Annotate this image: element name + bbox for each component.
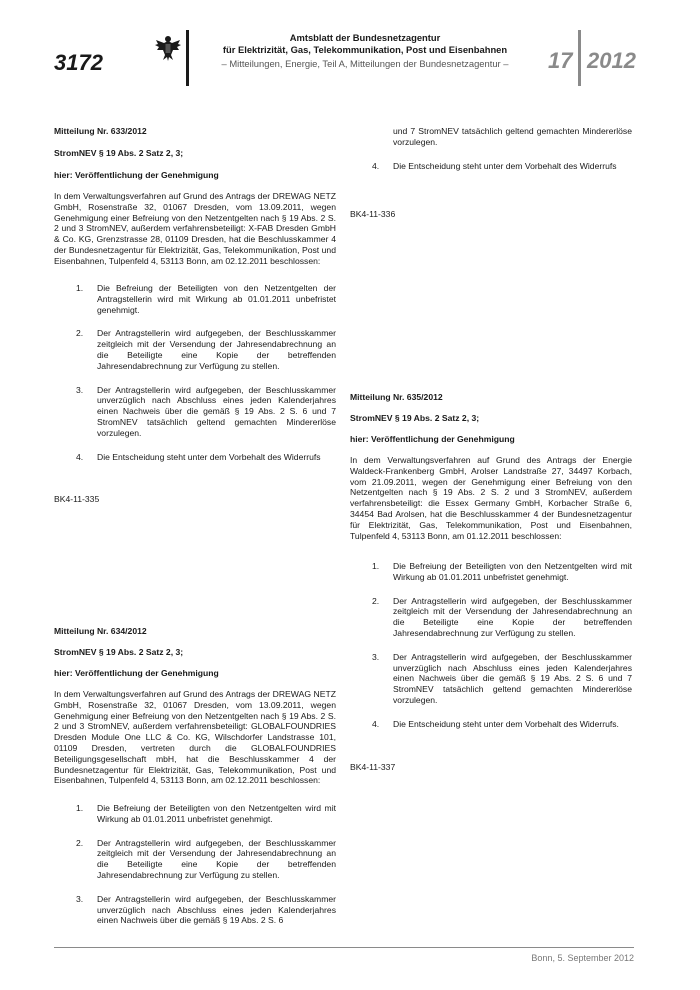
item-number: 1. bbox=[76, 803, 84, 813]
issue-number: 17 bbox=[548, 48, 573, 73]
list-item bbox=[350, 719, 632, 730]
item-text: Die Entscheidung steht unter dem Vorbehalt des Widerrufs bbox=[97, 451, 321, 462]
item-number: 3. bbox=[76, 893, 84, 904]
notice-heading: Mitteilung Nr. 633/2012 bbox=[54, 126, 147, 136]
item-number: 2. bbox=[76, 328, 84, 339]
item-text: und 7 StromNEV tatsächlich geltend gemachten Mindererlöse vorzulegen. bbox=[393, 126, 632, 147]
decision-list-continued bbox=[350, 126, 632, 184]
item-text: Der Antragstellerin wird aufgegeben, der Beschlusskammer unverzüglich nach Abschluss eines jeden Kalenderjahres einen Nachweis über die gemäß § 19 Abs. 2 S. 6 bbox=[97, 893, 336, 926]
emblem-divider bbox=[186, 30, 189, 86]
notice-legal-basis: StromNEV § 19 Abs. 2 Satz 2, 3; bbox=[54, 647, 184, 657]
list-item bbox=[350, 596, 632, 639]
notice-intro: In dem Verwaltungsverfahren auf Grund des Antrags der DREWAG NETZ GmbH, Rosenstraße 32, 01067 Dresden, vom 13.09.2011, wegen Genehmigung einer Befreiung von den Netzentgelten nach § 19 Abs. 2 S. 2 und 3 StromNEV, außerdem verfahrensbeteiligt: X-FAB Dresden GmbH & Co. KG, Grenzstrasse 28, 01109 Dresden, hat die Beschlusskammer 4 der Bundesnetzagentur für Elektrizität, Gas, Telekommunikation, Post und Eisenbahnen, Tulpenfeld 4, 53113 Bonn, am 02.12.2011 beschlossen: bbox=[54, 191, 336, 266]
notice-intro: In dem Verwaltungsverfahren auf Grund des Antrags der DREWAG NETZ GmbH, Rosenstraße 32, 01067 Dresden, vom 13.09.2011, wegen Genehmigung einer Befreiung von den Netzentgelten nach § 19 Abs. 2 S. 2 und 3 StromNEV, außerdem verfahrensbeteiligt: GLOBALFOUNDRIES Dresden Module One LLC & Co. KG, Wilschdorfer Landstrasse 101, 01109 Dresden, vertreten durch die GLOBALFOUNDRIES Beteiligungsgesellschaft mbH, hat die Beschlusskammer 4 der Bundesnetzagentur für Elektrizität, Gas, Telekommunikation, Post und Eisenbahnen, Tulpenfeld 4, 53113 Bonn, am 02.12.2011 beschlossen: bbox=[54, 689, 336, 786]
item-text: Der Antragstellerin wird aufgegeben, der Beschlusskammer unverzüglich nach Abschluss eines jeden Kalenderjahres einen Nachweis über die gemäß § 19 Abs. 2 S. 6 und 7 StromNEV tatsächlich geltend gemachten Mindererlöse vorzulegen. bbox=[393, 651, 632, 705]
item-number: 1. bbox=[372, 561, 380, 571]
item-text: Die Entscheidung steht unter dem Vorbehalt des Widerrufs. bbox=[393, 718, 619, 729]
list-item bbox=[350, 126, 632, 148]
footer-divider bbox=[54, 947, 634, 948]
notice-legal-basis: StromNEV § 19 Abs. 2 Satz 2, 3; bbox=[350, 413, 480, 423]
item-text: Der Antragstellerin wird aufgegeben, der Beschlusskammer unverzüglich nach Abschluss eines jeden Kalenderjahres einen Nachweis über die gemäß § 19 Abs. 2 S. 6 und 7 StromNEV tatsächlich geltend gemachten Mindererlöse vorzulegen. bbox=[97, 384, 336, 438]
gazette-title-line2: für Elektrizität, Gas, Telekommunikation, Post und Eisenbahnen bbox=[222, 43, 508, 55]
list-item bbox=[54, 385, 336, 439]
list-item bbox=[54, 283, 336, 315]
issue-divider bbox=[578, 30, 581, 86]
item-text: Die Befreiung der Beteiligten von den Netzentgelten wird mit Wirkung ab 01.01.2011 unbefristet genehmigt. bbox=[97, 803, 336, 824]
notice-subject: hier: Veröffentlichung der Genehmigung bbox=[54, 668, 219, 678]
notice-subject: hier: Veröffentlichung der Genehmigung bbox=[54, 170, 219, 180]
list-item bbox=[350, 161, 632, 172]
item-text: Der Antragstellerin wird aufgegeben, der Beschlusskammer zeitgleich mit der Versendung der Jahresendabrechnung an die Beteiligte eine Kopie der betreffenden Jahresendabrechnung zur Verfügung zu stellen. bbox=[97, 837, 336, 880]
item-number: 3. bbox=[76, 384, 84, 395]
decision-list bbox=[54, 803, 336, 939]
footer-place-date: Bonn, 5. September 2012 bbox=[531, 953, 634, 963]
list-item bbox=[54, 838, 336, 881]
list-item bbox=[350, 561, 632, 583]
list-item bbox=[54, 894, 336, 926]
page-number: 3172 bbox=[54, 50, 103, 75]
list-item bbox=[54, 328, 336, 371]
gazette-title-line1: Amtsblatt der Bundesnetzagentur bbox=[289, 32, 441, 43]
item-number: 4. bbox=[76, 451, 84, 462]
item-text: Die Entscheidung steht unter dem Vorbehalt des Widerrufs bbox=[393, 160, 617, 171]
item-text: Der Antragstellerin wird aufgegeben, der Beschlusskammer zeitgleich mit der Versendung der Jahresendabrechnung an die Beteiligte eine Kopie der betreffenden Jahresendabrechnung zur Verfügung zu stellen. bbox=[393, 595, 632, 638]
item-text: Der Antragstellerin wird aufgegeben, der Beschlusskammer zeitgleich mit der Versendung der Jahresendabrechnung an die Beteiligte eine Kopie der betreffenden Jahresendabrechnung zur Verfügung zu stellen. bbox=[97, 328, 336, 371]
item-number: 4. bbox=[372, 718, 380, 729]
notice-reference: BK4-11-336 bbox=[350, 209, 396, 219]
issue-year: 2012 bbox=[587, 48, 636, 73]
decision-list bbox=[54, 283, 336, 475]
gazette-title bbox=[200, 32, 530, 55]
federal-eagle-icon bbox=[153, 33, 183, 63]
notice-heading: Mitteilung Nr. 634/2012 bbox=[54, 626, 147, 636]
notice-reference: BK4-11-335 bbox=[54, 494, 100, 504]
item-text: Die Befreiung der Beteiligten von den Netzentgelten der Antragstellerin wird mit Wirkung ab 01.01.2011 unbefristet genehmigt. bbox=[97, 283, 336, 315]
notice-subject: hier: Veröffentlichung der Genehmigung bbox=[350, 434, 515, 444]
list-item bbox=[54, 452, 336, 463]
notice-heading: Mitteilung Nr. 635/2012 bbox=[350, 392, 443, 402]
item-number: 2. bbox=[372, 595, 380, 606]
item-number: 2. bbox=[76, 837, 84, 848]
item-number: 4. bbox=[372, 160, 380, 171]
item-number: 1. bbox=[76, 283, 84, 293]
notice-reference: BK4-11-337 bbox=[350, 762, 396, 772]
notice-legal-basis: StromNEV § 19 Abs. 2 Satz 2, 3; bbox=[54, 148, 184, 158]
list-item bbox=[350, 652, 632, 706]
item-text: Die Befreiung der Beteiligten von den Netzentgelten wird mit Wirkung ab 01.01.2011 unbefristet genehmigt. bbox=[393, 561, 632, 582]
notice-intro: In dem Verwaltungsverfahren auf Grund des Antrags der Energie Waldeck-Frankenberg GmbH, Arolser Landstraße 27, 34497 Korbach, vom 21.09.2011, wegen der Genehmigung einer Befreiung von den Netzentgelten nach § 19 Abs. 2 S. 2 und 3 StromNEV, außerdem verfahrensbeteiligt: die Essex Germany GmbH, Korbacher Straße 6, 34454 Bad Arolsen, hat die Beschlusskammer 4 der Bundesnetzagentur für Elektrizität, Gas, Telekommunikation, Post und Eisenbahnen, Tulpenfeld 4, 53113 Bonn, am 01.12.2011 beschlossen: bbox=[350, 455, 632, 541]
list-item bbox=[54, 803, 336, 825]
gazette-subtitle: – Mitteilungen, Energie, Teil A, Mitteilungen der Bundesnetzagentur – bbox=[221, 58, 509, 69]
decision-list bbox=[350, 561, 632, 743]
item-number: 3. bbox=[372, 651, 380, 662]
